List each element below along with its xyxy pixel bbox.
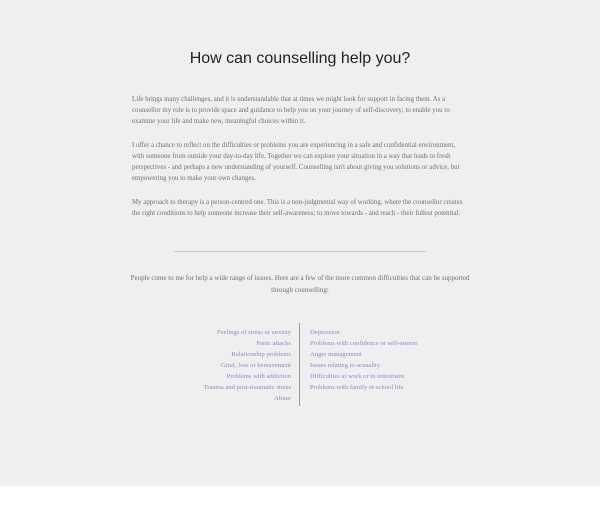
issues-intro: People come to me for help a wide range of issues. Here are a few of the more common difficulties that can be supported through counselling: bbox=[130, 274, 470, 294]
issue-item: Problems with family or school life bbox=[310, 384, 404, 391]
issue-item: Difficulties at work or in retirement bbox=[310, 373, 405, 380]
issue-item: Relationship problems bbox=[231, 351, 291, 358]
page-title: How can counselling help you? bbox=[189, 50, 411, 67]
issues-list-right bbox=[310, 327, 460, 393]
issue-item: Feelings of stress or anxiety bbox=[217, 329, 291, 336]
issue-item: Problems with addiction bbox=[226, 373, 291, 380]
approach-paragraph: My approach to therapy is a person-centred one. This is a non-judgmental way of working, where the counsellor creates the right conditions to help someone increase their self-awareness; to move towards - and reach - their fullest potential. bbox=[132, 199, 463, 217]
issues-list-left bbox=[141, 327, 291, 404]
issue-item: Trauma and post-traumatic stress bbox=[203, 384, 291, 391]
issue-item: Anger management bbox=[310, 351, 362, 358]
intro-paragraph: Life brings many challenges, and it is understandable that at times we might look for support in facing them. As a counsellor my role is to provide space and guidance to help you on your journey of self-discovery; to enable you to examine your life and make new, meaningful choices within it. bbox=[132, 96, 450, 125]
reflection-paragraph: I offer a chance to reflect on the difficulties or problems you are experiencing in a safe and confidential environment, with someone from outside your day-to-day life. Together we can explore your situation in a way that leads to fresh perspectives - and perhaps a new understanding of yourself. Counselling isn't about giving you solutions or advice, but empowering you to make your own changes. bbox=[132, 142, 460, 182]
issue-item: Abuse bbox=[274, 395, 291, 402]
issue-item: Issues relating to sexuality bbox=[310, 362, 381, 369]
issue-item: Grief, loss or bereavement bbox=[221, 362, 291, 369]
section-divider bbox=[174, 251, 426, 252]
column-separator bbox=[299, 323, 300, 406]
issue-item: Depression bbox=[310, 329, 340, 336]
issue-item: Problems with confidence or self-esteem bbox=[310, 340, 418, 347]
issue-item: Panic attacks bbox=[256, 340, 291, 347]
